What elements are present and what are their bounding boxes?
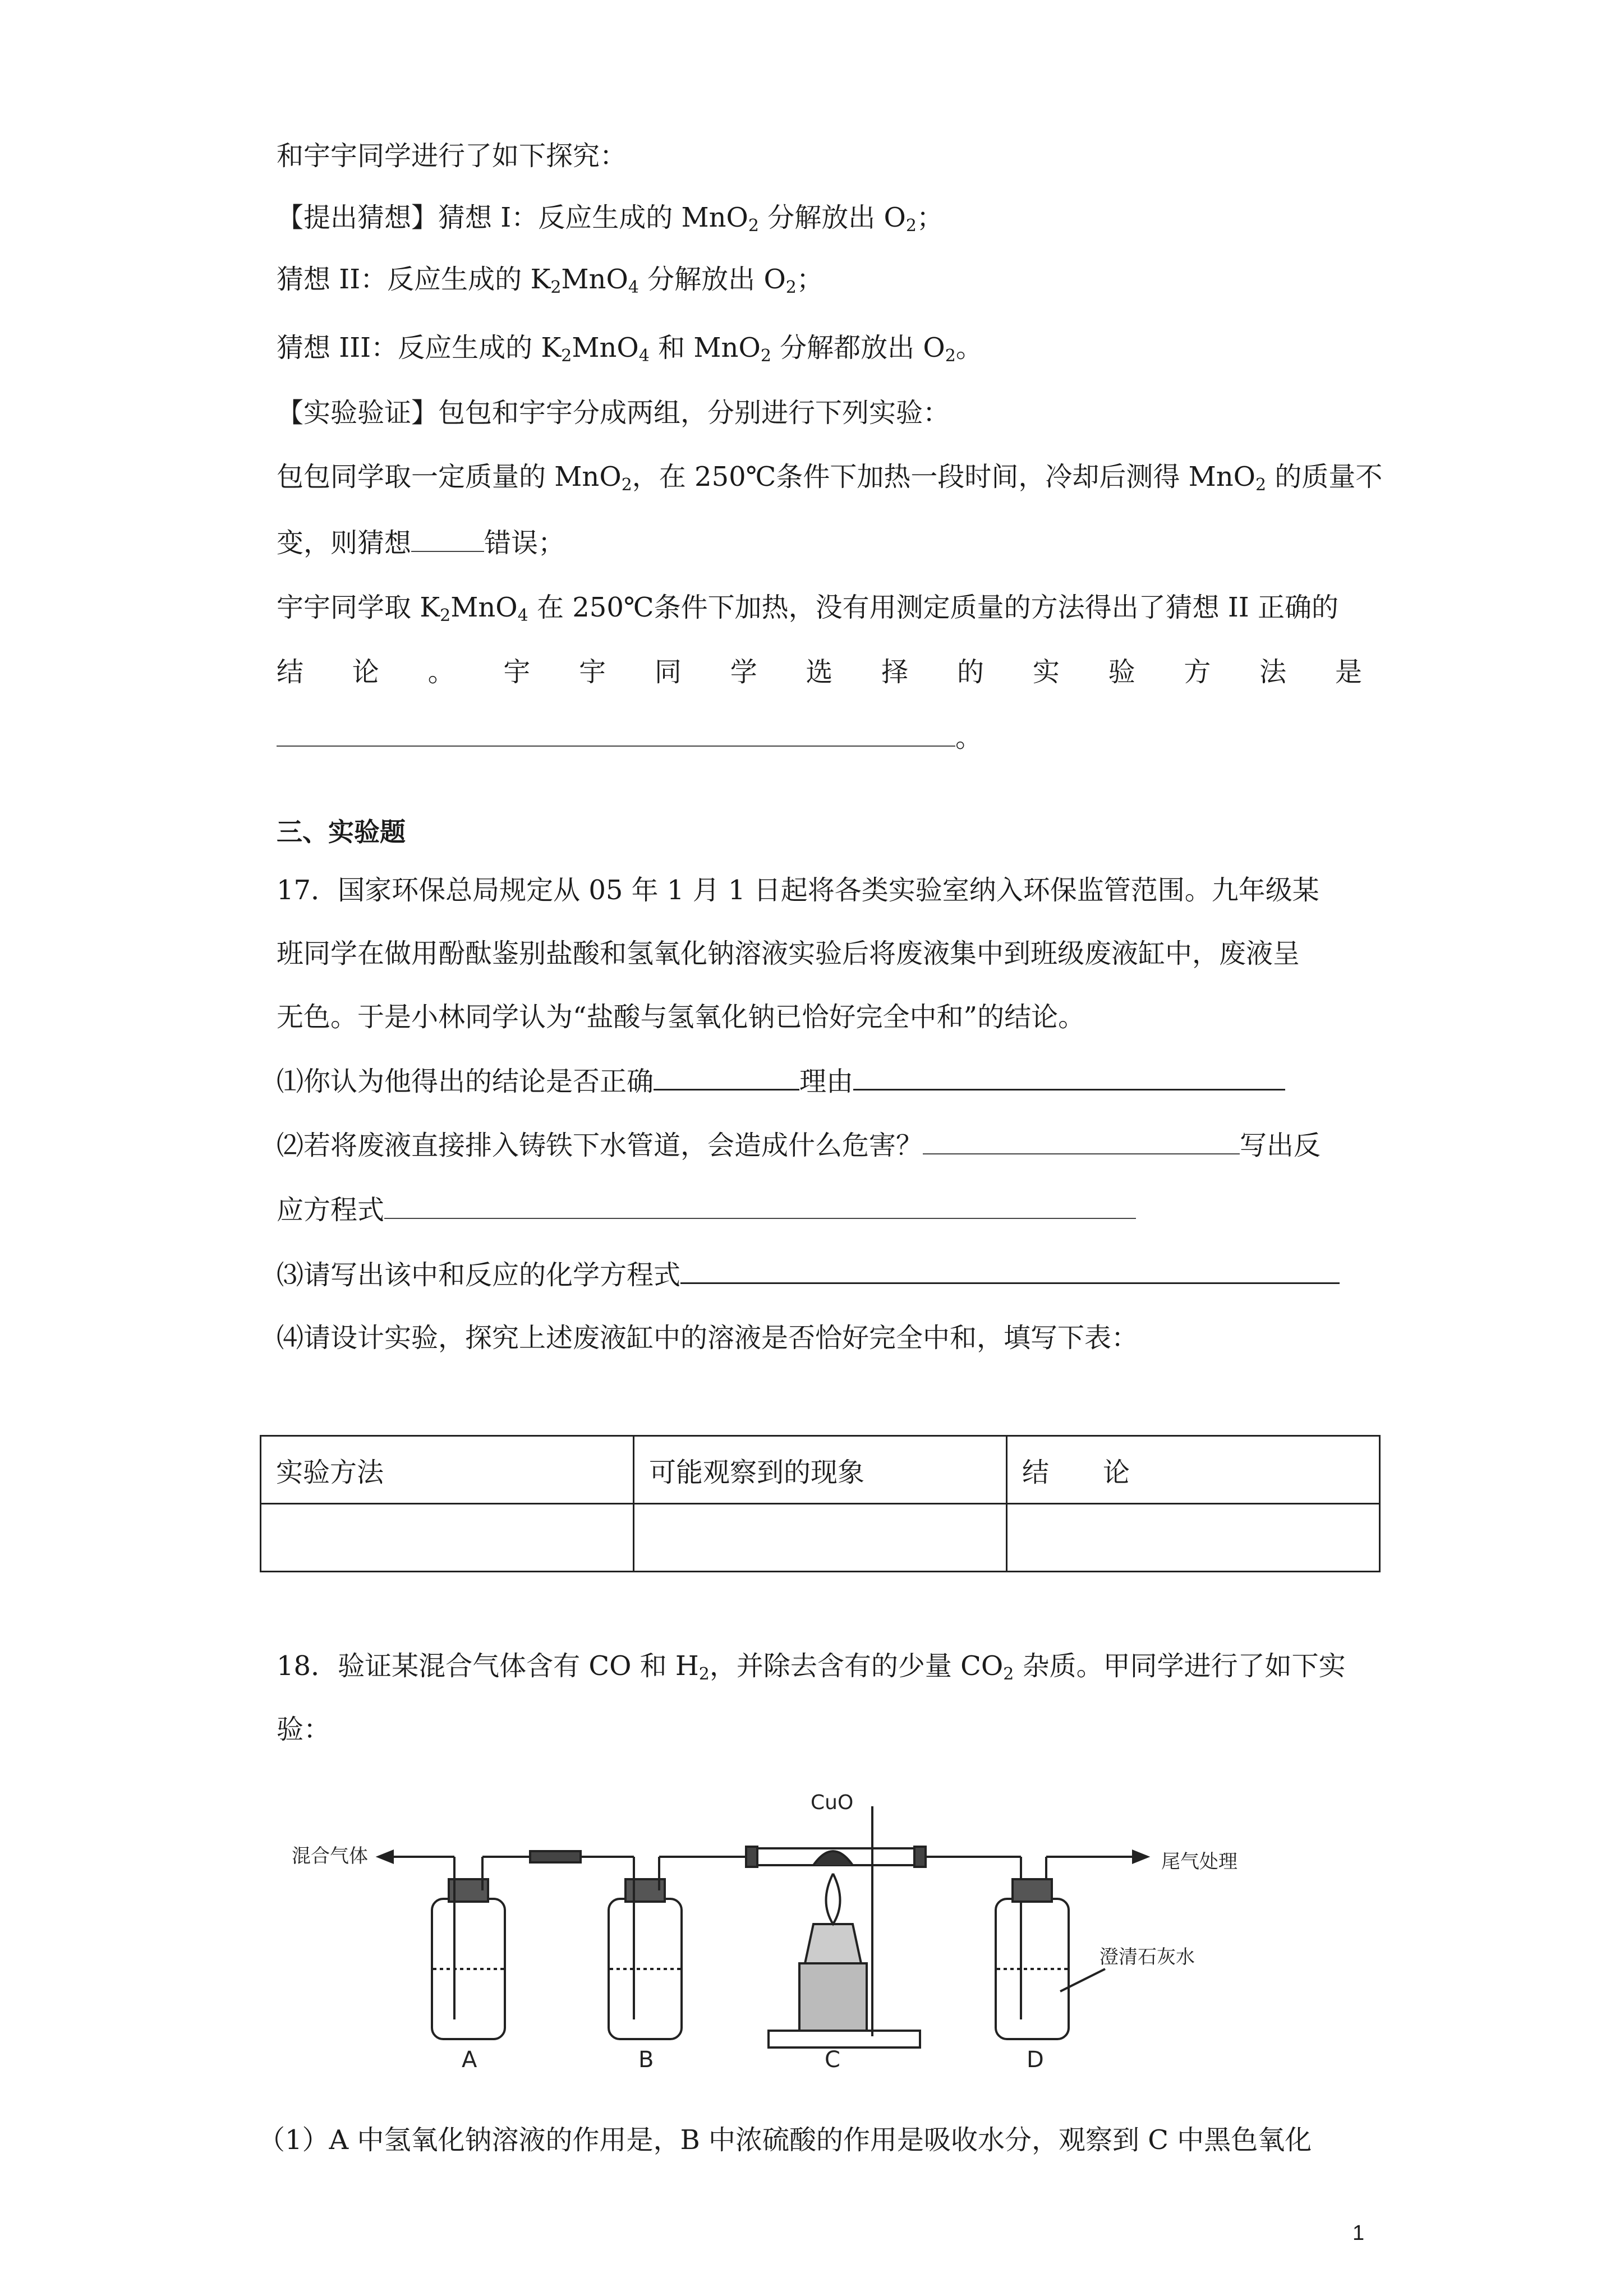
answer-blank[interactable] [384,1192,1136,1219]
answer-blank[interactable] [853,1063,1285,1091]
q17-stem: 班同学在做用酚酞鉴别盐酸和氢氧化钠溶液实验后将废液集中到班级废液缸中，废液呈 [277,938,1300,969]
stand-base [769,2031,920,2047]
experiment-table [260,1435,1381,1572]
label-a: A [462,2047,477,2073]
apparatus-figure [280,1784,1268,2076]
label-c: C [825,2047,840,2073]
outlet-label: 尾气处理 [1161,1851,1237,1873]
arrow-head [379,1851,393,1862]
text-line: 变，则猜想 错误； [277,525,565,560]
stopper-d [1013,1879,1052,1902]
q17-part2-cont: 应方程式 [277,1192,1136,1227]
page-number: 1 [1352,2221,1365,2245]
q17-part2: ⑵若将废液直接排入铸铁下水管道，会造成什么危害？ 写出反 [277,1128,1321,1162]
table-header-cell: 可能观察到的现象 [634,1436,1007,1504]
label-d: D [1027,2047,1044,2073]
leader-line [1060,1969,1105,1991]
q17-part3: ⑶请写出该中和反应的化学方程式 [277,1257,1340,1292]
table-cell[interactable] [261,1504,634,1572]
answer-blank[interactable] [654,1063,799,1091]
inlet-label: 混合气体 [292,1845,368,1867]
q18-stem: 验： [277,1714,331,1745]
text-line: 。 [277,720,982,754]
hypothesis-1: 【提出猜想】猜想 I：反应生成的 MnO$_2$ 分解放出 $O_2$； [277,202,944,236]
arrow-head [1133,1851,1147,1862]
table-header-cell: 结 论 [1007,1436,1380,1504]
text-line: 宇宇同学取 $K_2MnO_4$ 在 250℃条件下加热，没有用测定质量的方法得出了猜想 II 正确的 [277,592,1339,625]
answer-blank[interactable] [923,1128,1240,1154]
limewater-label: 澄清石灰水 [1099,1946,1195,1968]
cuo-label: CuO [811,1791,854,1814]
q17-stem: 无色。于是小林同学认为“盐酸与氢氧化钠已恰好完全中和”的结论。 [277,1001,1085,1033]
table-cell[interactable] [634,1504,1007,1572]
q18-stem: 18．验证某混合气体含有 CO 和 $H_2$，并除去含有的少量 $CO_2$ 杂质。甲同学进行了如下实 [277,1650,1346,1684]
answer-blank[interactable] [411,525,484,552]
hypothesis-2: 猜想 II：反应生成的 $K_2MnO_4$ 分解放出 $O_2$； [277,264,823,297]
text-line: 和宇宇同学进行了如下探究： [277,140,627,172]
q18-part1: （1）A 中氢氧化钠溶液的作用是，B 中浓硫酸的作用是吸收水分，观察到 C 中黑色氧化 [258,2124,1312,2156]
tube-connector [530,1851,581,1862]
burner-block [799,1963,867,2031]
q17-stem: 17．国家环保总局规定从 05 年 1 月 1 日起将各类实验室纳入环保监管范围。九年级某 [277,875,1319,906]
table-cell[interactable] [1007,1504,1380,1572]
section-heading: 三、实验题 [277,817,406,847]
cuo-sample [813,1851,853,1865]
text-line: 包包同学取一定质量的 MnO$_2$，在 250℃条件下加热一段时间，冷却后测得 MnO$_2$ 的质量不 [277,461,1383,495]
q17-part4: ⑷请设计实验，探究上述废液缸中的溶液是否恰好完全中和，填写下表： [277,1322,1139,1354]
experiment-verification: 【实验验证】包包和宇宇分成两组，分别进行下列实验： [277,397,950,429]
q17-part1: ⑴你认为他得出的结论是否正确 理由 [277,1063,1285,1098]
hypothesis-3: 猜想 III：反应生成的 $K_2MnO_4$ 和 MnO$_2$ 分解都放出 $O_2$。 [277,332,983,366]
answer-blank[interactable] [277,720,955,747]
answer-blank[interactable] [680,1257,1340,1284]
label-b: B [638,2047,654,2073]
text-line-justified: 结 论 。 宇 宇 同 学 选 择 的 实 验 方 法 是 [277,656,1362,688]
flame [826,1874,840,1924]
alcohol-burner [805,1924,861,1963]
table-header-cell: 实验方法 [261,1436,634,1504]
